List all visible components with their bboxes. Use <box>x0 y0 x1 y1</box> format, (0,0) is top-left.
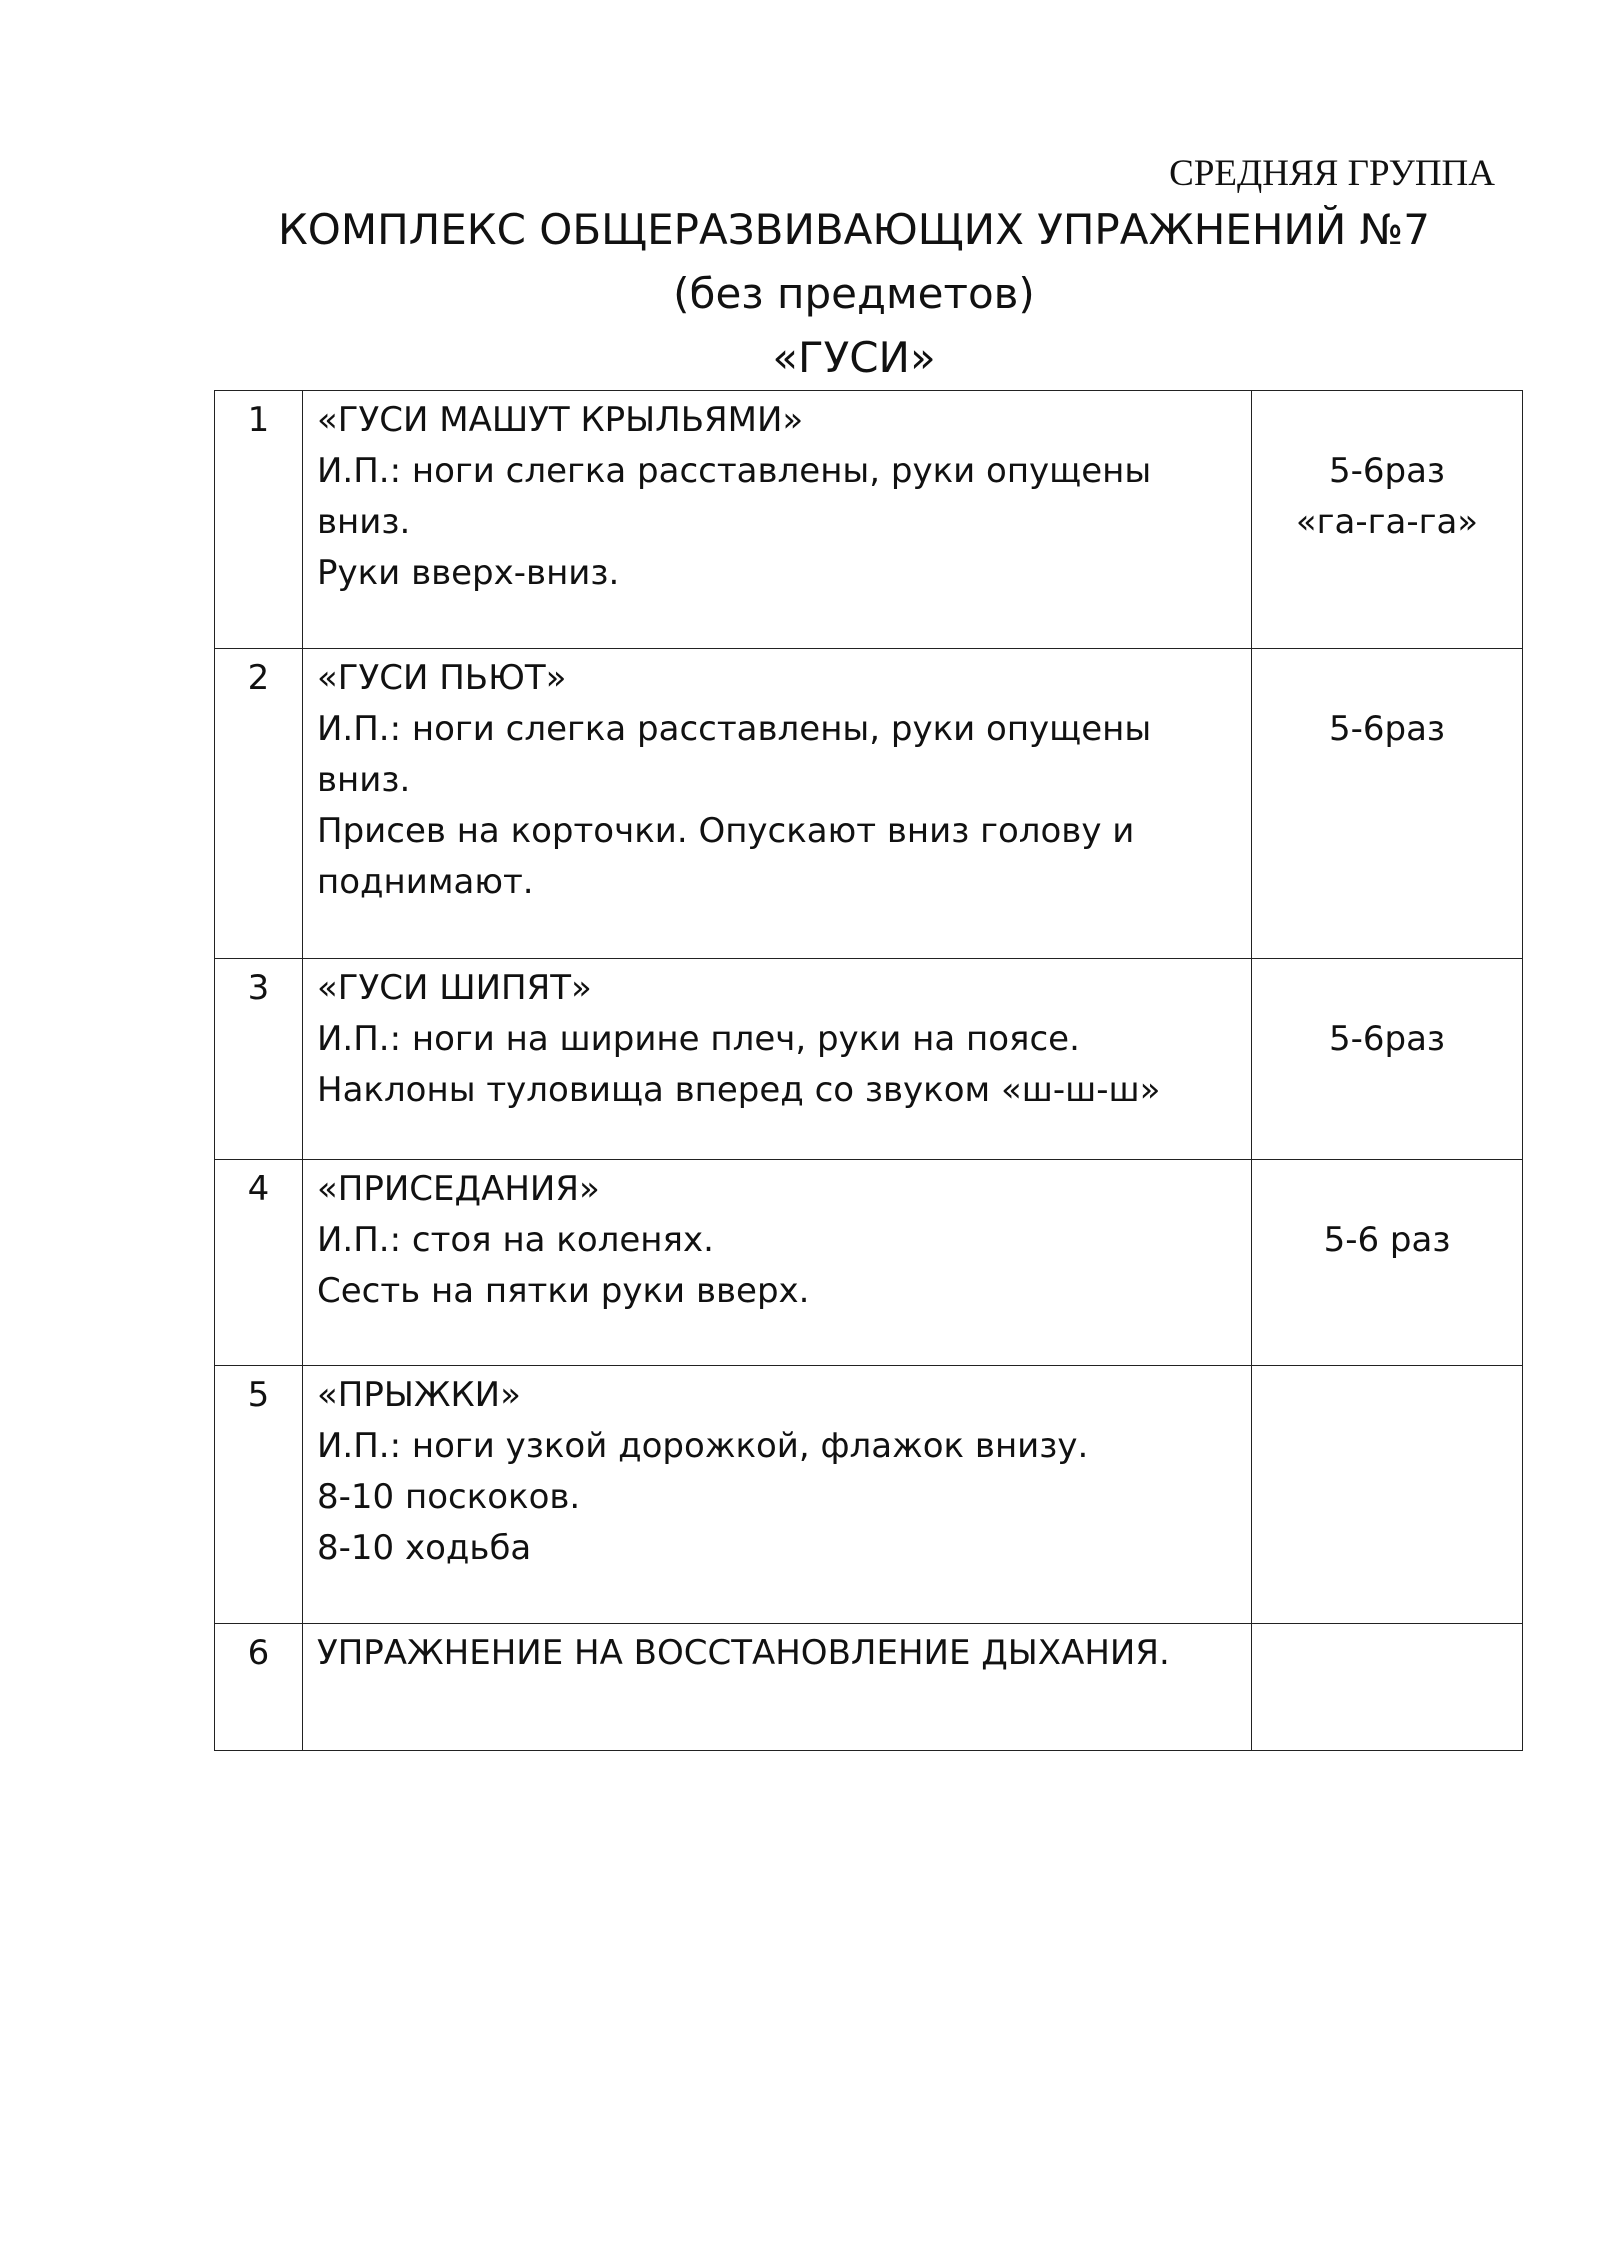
table-row <box>215 959 1523 1160</box>
table-row <box>215 1624 1523 1751</box>
exercise-count <box>1252 649 1523 959</box>
page-title <box>214 198 1494 390</box>
table-row <box>215 649 1523 959</box>
count-line: 5-6 раз <box>1323 1220 1451 1260</box>
exercise-name: «ГУСИ ПЬЮТ» <box>317 658 567 698</box>
exercise-description <box>303 391 1252 649</box>
title-line-2: (без предметов) <box>673 269 1035 318</box>
exercise-line: 8-10 поскоков. <box>317 1477 581 1517</box>
count-line: 5-6раз <box>1328 1019 1446 1059</box>
exercise-name: «ПРЫЖКИ» <box>317 1375 521 1415</box>
group-label: СРЕДНЯЯ ГРУППА <box>1169 153 1495 194</box>
exercise-line: Руки вверх-вниз. <box>317 553 620 593</box>
exercise-line: И.П.: ноги узкой дорожкой, флажок внизу. <box>317 1426 1089 1466</box>
title-line-3: «ГУСИ» <box>772 333 936 382</box>
count-line: 5-6раз <box>1328 709 1446 749</box>
exercise-count <box>1252 1624 1523 1751</box>
exercise-number: 3 <box>215 959 303 1160</box>
exercise-count <box>1252 959 1523 1160</box>
exercise-line: И.П.: стоя на коленях. <box>317 1220 714 1260</box>
exercise-name: «ПРИСЕДАНИЯ» <box>317 1169 600 1209</box>
title-line-1: КОМПЛЕКС ОБЩЕРАЗВИВАЮЩИХ УПРАЖНЕНИЙ №7 <box>277 205 1430 254</box>
table-row <box>215 391 1523 649</box>
table-row <box>215 1160 1523 1366</box>
table-row <box>215 1366 1523 1624</box>
exercise-description <box>303 1624 1252 1751</box>
exercise-description <box>303 1366 1252 1624</box>
exercise-description <box>303 1160 1252 1366</box>
exercise-line: Сесть на пятки руки вверх. <box>317 1271 810 1311</box>
exercise-count <box>1252 391 1523 649</box>
exercise-number: 1 <box>215 391 303 649</box>
exercise-name: «ГУСИ ШИПЯТ» <box>317 968 592 1008</box>
count-line: «га-га-га» <box>1295 502 1479 542</box>
count-line: 5-6раз <box>1328 451 1446 491</box>
exercise-name: «ГУСИ МАШУТ КРЫЛЬЯМИ» <box>317 400 804 440</box>
exercise-line: Наклоны туловища вперед со звуком «ш-ш-ш» <box>317 1070 1161 1110</box>
exercise-number: 6 <box>215 1624 303 1751</box>
exercise-name: УПРАЖНЕНИЕ НА ВОССТАНОВЛЕНИЕ ДЫХАНИЯ. <box>317 1633 1170 1673</box>
exercise-line: И.П.: ноги слегка расставлены, руки опущены вниз. <box>317 709 1152 800</box>
exercise-line: 8-10 ходьба <box>317 1528 532 1568</box>
exercise-description <box>303 959 1252 1160</box>
exercise-line: Присев на корточки. Опускают вниз голову и поднимают. <box>317 811 1135 902</box>
exercise-number: 5 <box>215 1366 303 1624</box>
exercise-line: И.П.: ноги слегка расставлены, руки опущены вниз. <box>317 451 1152 542</box>
exercise-number: 4 <box>215 1160 303 1366</box>
exercise-line: И.П.: ноги на ширине плеч, руки на поясе. <box>317 1019 1080 1059</box>
exercise-count <box>1252 1160 1523 1366</box>
exercise-description <box>303 649 1252 959</box>
exercise-count <box>1252 1366 1523 1624</box>
exercise-number: 2 <box>215 649 303 959</box>
exercise-table <box>214 390 1523 1751</box>
